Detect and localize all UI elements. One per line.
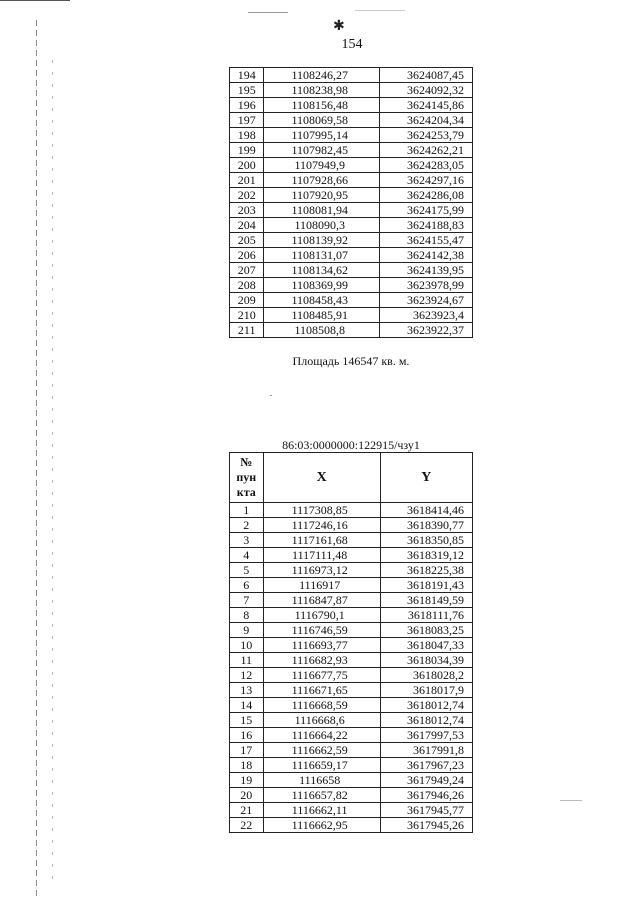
y-coordinate-cell: 3618225,38 [380,563,472,578]
point-number-cell: 211 [230,323,264,338]
scan-noise [560,800,582,801]
table-row [230,713,473,728]
table-row [230,728,473,743]
y-coordinate-cell: 3624286,08 [380,188,473,203]
x-coordinate-cell: 1107928,66 [264,173,380,188]
x-coordinate-cell: 1116662,59 [263,743,380,758]
point-number-cell: 202 [230,188,264,203]
scan-noise [248,12,288,13]
table-row [230,503,473,518]
table-row [230,158,473,173]
x-coordinate-cell: 1116662,11 [263,803,380,818]
y-coordinate-cell: 3617949,24 [380,773,472,788]
x-coordinate-cell: 1116668,59 [263,698,380,713]
header-point-number [230,453,264,503]
point-number-cell: 18 [230,758,264,773]
y-coordinate-cell: 3624253,79 [380,128,473,143]
x-coordinate-cell: 1117111,48 [263,548,380,563]
x-coordinate-cell: 1116659,17 [263,758,380,773]
x-coordinate-cell: 1108458,43 [264,293,380,308]
y-coordinate-cell: 3623924,67 [380,293,473,308]
y-coordinate-cell: 3624087,45 [380,68,473,83]
table-row [230,593,473,608]
y-coordinate-cell: 3618034,39 [380,653,472,668]
coordinates-table-2 [229,452,473,833]
binding-margin-line [36,20,37,900]
table-row [230,83,473,98]
scan-noise [270,395,272,396]
y-coordinate-cell: 3618028,2 [380,668,472,683]
table-row [230,548,473,563]
x-coordinate-cell: 1116847,87 [263,593,380,608]
point-number-cell: 198 [230,128,264,143]
point-number-cell: 209 [230,293,264,308]
y-coordinate-cell: 3624092,32 [380,83,473,98]
x-coordinate-cell: 1116658 [263,773,380,788]
table-row [230,278,473,293]
area-note: Площадь 146547 кв. м. [292,354,410,368]
x-coordinate-cell: 1117161,68 [263,533,380,548]
y-coordinate-cell: 3624262,21 [380,143,473,158]
point-number-cell: 14 [230,698,264,713]
y-coordinate-cell: 3624297,16 [380,173,473,188]
x-coordinate-cell: 1108134,62 [264,263,380,278]
point-number-cell: 8 [230,608,264,623]
x-coordinate-cell: 1117246,16 [263,518,380,533]
table-row [230,248,473,263]
coordinates-table-1 [229,67,473,338]
table-row [230,143,473,158]
header-num-line2: пун [236,470,257,484]
y-coordinate-cell: 3623978,99 [380,278,473,293]
point-number-cell: 195 [230,83,264,98]
y-coordinate-cell: 3623922,37 [380,323,473,338]
point-number-cell: 19 [230,773,264,788]
x-coordinate-cell: 1116668,6 [263,713,380,728]
point-number-cell: 205 [230,233,264,248]
x-coordinate-cell: 1116677,75 [263,668,380,683]
x-coordinate-cell: 1116682,93 [263,653,380,668]
x-coordinate-cell: 1116664,22 [263,728,380,743]
x-coordinate-cell: 1108369,99 [264,278,380,293]
y-coordinate-cell: 3617997,53 [380,728,472,743]
y-coordinate-cell: 3618012,74 [380,713,472,728]
y-coordinate-cell: 3618083,25 [380,623,472,638]
y-coordinate-cell: 3618047,33 [380,638,472,653]
point-number-cell: 11 [230,653,264,668]
y-coordinate-cell: 3624283,05 [380,158,473,173]
x-coordinate-cell: 1107982,45 [264,143,380,158]
y-coordinate-cell: 3617991,8 [380,743,472,758]
x-coordinate-cell: 1117308,85 [263,503,380,518]
table-row [230,188,473,203]
header-row [230,453,473,503]
coordinates-table-1-body [230,68,473,338]
x-coordinate-cell: 1108485,91 [264,308,380,323]
table-row [230,233,473,248]
coordinates-table-2-body [230,503,473,833]
table-row [230,638,473,653]
point-number-cell: 199 [230,143,264,158]
x-coordinate-cell: 1116693,77 [263,638,380,653]
point-number-cell: 12 [230,668,264,683]
table-row [230,608,473,623]
x-coordinate-cell: 1116662,95 [263,818,380,833]
point-number-cell: 204 [230,218,264,233]
binding-margin-line-secondary [52,60,53,880]
table-row [230,113,473,128]
x-coordinate-cell: 1108090,3 [264,218,380,233]
point-number-cell: 200 [230,158,264,173]
point-number-cell: 210 [230,308,264,323]
table-row [230,668,473,683]
cadastral-number: 86:03:0000000:122915/чзу1 [282,438,420,452]
y-coordinate-cell: 3617945,26 [380,818,472,833]
coordinates-table-2-header [230,453,473,503]
table-row [230,518,473,533]
x-coordinate-cell: 1108238,98 [264,83,380,98]
y-coordinate-cell: 3624142,38 [380,248,473,263]
point-number-cell: 4 [230,548,264,563]
y-coordinate-cell: 3624204,34 [380,113,473,128]
point-number-cell: 201 [230,173,264,188]
y-coordinate-cell: 3618191,43 [380,578,472,593]
x-coordinate-cell: 1108156,48 [264,98,380,113]
y-coordinate-cell: 3617946,26 [380,788,472,803]
point-number-cell: 2 [230,518,264,533]
table-row [230,173,473,188]
table-row [230,98,473,113]
x-coordinate-cell: 1116671,65 [263,683,380,698]
point-number-cell: 22 [230,818,264,833]
y-coordinate-cell: 3617945,77 [380,803,472,818]
table-row [230,818,473,833]
table-row [230,653,473,668]
point-number-cell: 5 [230,563,264,578]
y-coordinate-cell: 3623923,4 [380,308,473,323]
table-row [230,788,473,803]
y-coordinate-cell: 3618017,9 [380,683,472,698]
point-number-cell: 1 [230,503,264,518]
point-number-cell: 20 [230,788,264,803]
header-x: X [263,453,380,503]
table-row [230,308,473,323]
point-number-cell: 16 [230,728,264,743]
y-coordinate-cell: 3618319,12 [380,548,472,563]
table-row [230,263,473,278]
header-y: Y [380,453,472,503]
x-coordinate-cell: 1108081,94 [264,203,380,218]
table-row [230,218,473,233]
scan-mark-icon: ✱ [333,19,345,34]
x-coordinate-cell: 1107920,95 [264,188,380,203]
table-row [230,578,473,593]
y-coordinate-cell: 3624145,86 [380,98,473,113]
x-coordinate-cell: 1116746,59 [263,623,380,638]
point-number-cell: 9 [230,623,264,638]
point-number-cell: 15 [230,713,264,728]
table-row [230,128,473,143]
point-number-cell: 207 [230,263,264,278]
point-number-cell: 197 [230,113,264,128]
x-coordinate-cell: 1108139,92 [264,233,380,248]
x-coordinate-cell: 1116917 [263,578,380,593]
scan-edge-line [0,0,70,1]
x-coordinate-cell: 1107949,9 [264,158,380,173]
header-num-line3: кта [236,485,256,499]
y-coordinate-cell: 3618350,85 [380,533,472,548]
y-coordinate-cell: 3624188,83 [380,218,473,233]
x-coordinate-cell: 1116973,12 [263,563,380,578]
point-number-cell: 21 [230,803,264,818]
point-number-cell: 7 [230,593,264,608]
y-coordinate-cell: 3618390,77 [380,518,472,533]
point-number-cell: 194 [230,68,264,83]
x-coordinate-cell: 1116657,82 [263,788,380,803]
x-coordinate-cell: 1108069,58 [264,113,380,128]
x-coordinate-cell: 1116790,1 [263,608,380,623]
y-coordinate-cell: 3618111,76 [380,608,472,623]
table-row [230,323,473,338]
x-coordinate-cell: 1108246,27 [264,68,380,83]
table-row [230,293,473,308]
point-number-cell: 13 [230,683,264,698]
table-row [230,68,473,83]
table-row [230,743,473,758]
table-row [230,773,473,788]
header-num-line1: № [240,455,253,469]
point-number-cell: 208 [230,278,264,293]
y-coordinate-cell: 3617967,23 [380,758,472,773]
y-coordinate-cell: 3618149,59 [380,593,472,608]
table-row [230,758,473,773]
table-row [230,803,473,818]
y-coordinate-cell: 3624175,99 [380,203,473,218]
x-coordinate-cell: 1108131,07 [264,248,380,263]
point-number-cell: 10 [230,638,264,653]
point-number-cell: 6 [230,578,264,593]
point-number-cell: 206 [230,248,264,263]
table-row [230,683,473,698]
y-coordinate-cell: 3624139,95 [380,263,473,278]
point-number-cell: 3 [230,533,264,548]
point-number-cell: 203 [230,203,264,218]
x-coordinate-cell: 1108508,8 [264,323,380,338]
y-coordinate-cell: 3618414,46 [380,503,472,518]
y-coordinate-cell: 3624155,47 [380,233,473,248]
point-number-cell: 17 [230,743,264,758]
scan-noise [355,10,405,11]
table-row [230,203,473,218]
y-coordinate-cell: 3618012,74 [380,698,472,713]
table-row [230,533,473,548]
table-row [230,698,473,713]
page-number: 154 [341,37,363,52]
point-number-cell: 196 [230,98,264,113]
table-row [230,563,473,578]
table-row [230,623,473,638]
x-coordinate-cell: 1107995,14 [264,128,380,143]
